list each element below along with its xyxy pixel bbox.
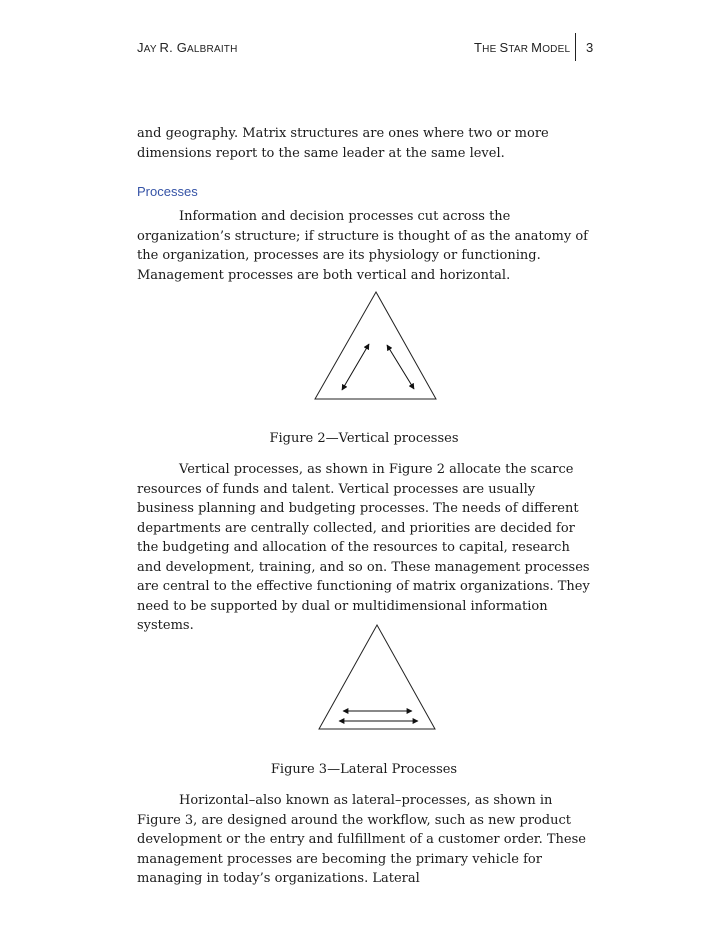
author-text-1: AY [143,44,160,55]
title-initial-2: S [499,40,509,55]
figure-2-caption: Figure 2—Vertical processes [269,431,459,446]
title-text-3: ODEL [542,44,571,55]
figure-2-diagram [310,288,440,403]
paragraph-matrix: and geography. Matrix structures are ones where two or more dimensions report to the same leader at the same level. [137,126,549,161]
section-heading-processes: Processes [137,184,198,199]
title-initial-1: T [474,40,483,55]
page-number: 3 [586,40,594,55]
paragraph-lateral-processes: Horizontal–also known as lateral–processes, as shown in Figure 3, are designed around the workflow, such as new product development or the entry and fulfillment of a customer order. These management processes are becoming the primary vehicle for managing in today’s organizations. Lateral [137,793,586,886]
figure-2-triangle [315,292,436,399]
title-text-1: HE [482,44,500,55]
paragraph-vertical-processes: Vertical processes, as shown in Figure 2 allocate the scarce resources of funds and talent. Vertical processes are usually business planning and budgeting processes. The needs of different departments are centrally collected, and priorities are decided for the budgeting and allocation of the resources to capital, research and development, training, and so on. These management processes are central to the effective functioning of matrix organizations. They need to be supported by dual or multidimensional information systems. [137,462,590,633]
paragraph-processes-intro: Information and decision processes cut across the organization’s structure; if structure is thought of as the anatomy of the organization, processes are its physiology or functioning. Management processes are both vertical and horizontal. [137,209,588,283]
author-text-2: ALBRAITH [187,44,238,55]
running-header-title [474,40,570,55]
figure-3-caption: Figure 3—Lateral Processes [270,762,458,777]
author-initial-2: R. G [159,40,188,55]
figure-3-diagram [315,621,440,733]
figure-2-arrow-left [342,344,369,390]
figure-3-triangle [319,625,435,729]
author-initial-1: J [137,40,144,55]
title-initial-3: M [531,40,543,55]
header-divider [575,33,576,61]
running-header-author [137,40,238,55]
title-text-2: TAR [508,44,532,55]
